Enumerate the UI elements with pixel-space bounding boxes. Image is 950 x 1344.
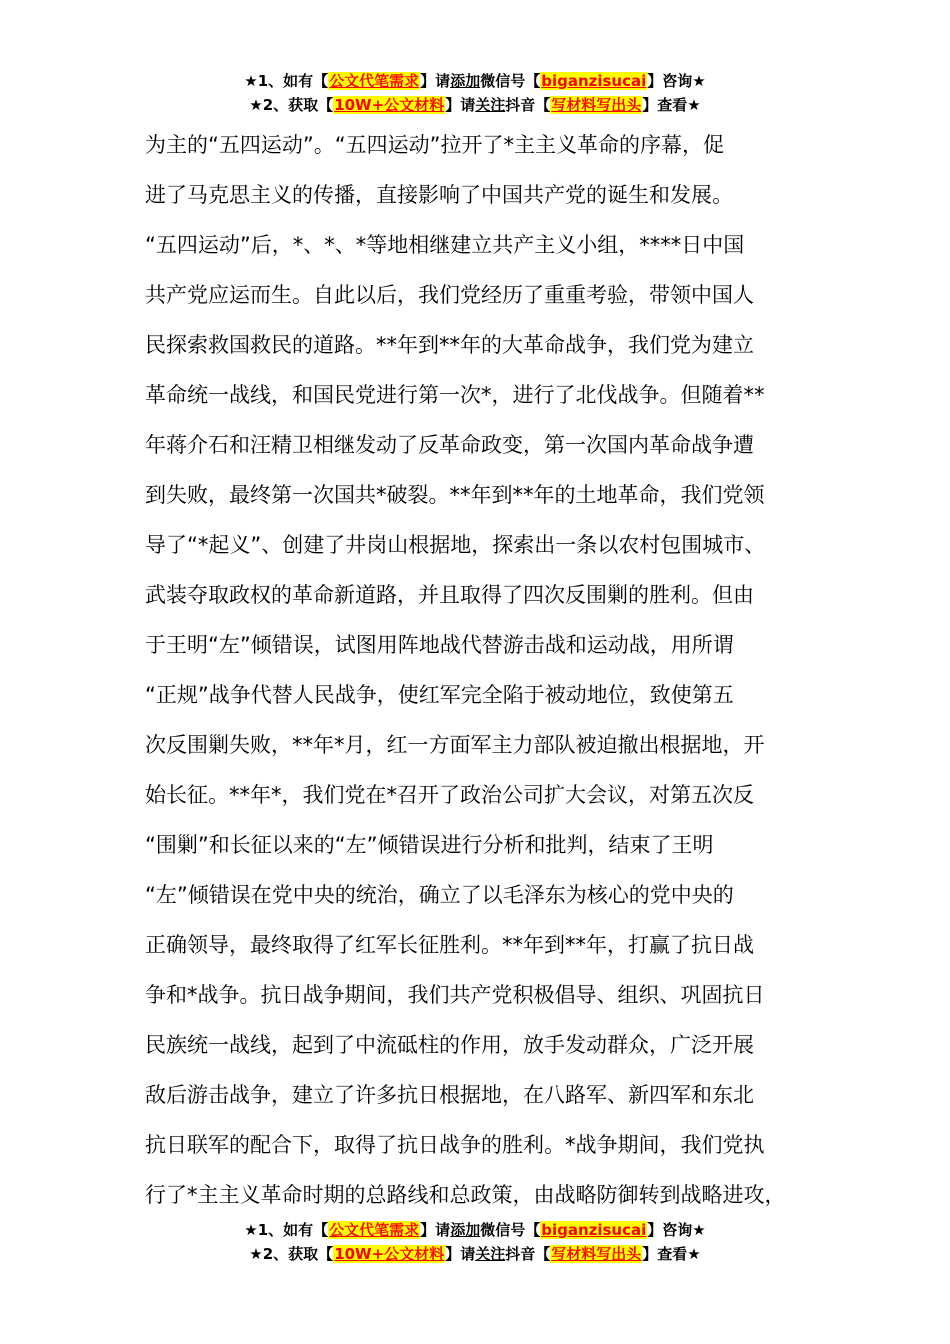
notice-line-1 [0,69,950,93]
notice-text: 微信号【 [480,72,541,90]
body-line: 争和*战争。抗日战争期间，我们共产党积极倡导、组织、巩固抗日 [145,983,765,1007]
notice-text: ★1、如有【 [244,1221,329,1239]
notice-text: 抖音【 [505,1245,551,1263]
notice-text: 】请 [420,72,451,90]
body-line: 导了“*起义”、创建了井岗山根据地，探索出一条以农村包围城市、 [145,533,766,557]
body-line: 武装夺取政权的革命新道路，并且取得了四次反围剿的胜利。但由 [145,583,754,607]
body-line: 民探索救国救民的道路。**年到**年的大革命战争，我们党为建立 [145,333,754,357]
notice-text: 关注 [475,96,506,114]
body-line: 为主的“五四运动”。“五四运动”拉开了*主主义革命的序幕，促 [145,133,725,157]
notice-text: 抖音【 [505,96,551,114]
notice-text: ★2、获取【 [249,96,334,114]
notice-line-2 [0,1242,950,1266]
notice-text: ★1、如有【 [244,72,329,90]
notice-text: ★2、获取【 [249,1245,334,1263]
highlight-materials: 10W+公文材料 [334,96,445,114]
notice-text: 】请 [445,1245,476,1263]
body-line: 民族统一战线，起到了中流砥柱的作用，放手发动群众，广泛开展 [145,1033,754,1057]
notice-text: 添加 [450,72,481,90]
body-line: “正规”战争代替人民战争，使红军完全陷于被动地位，致使第五 [145,683,734,707]
notice-line-2 [0,93,950,117]
notice-text: 】咨询★ [647,1221,706,1239]
body-line: 正确领导，最终取得了红军长征胜利。**年到**年，打赢了抗日战 [145,933,754,957]
body-line: 共产党应运而生。自此以后，我们党经历了重重考验，带领中国人 [145,283,754,307]
body-line: 抗日联军的配合下，取得了抗日战争的胜利。*战争期间，我们党执 [145,1133,765,1157]
document-body [145,120,835,1220]
header-notice [0,69,950,117]
highlight-service: 公文代笔需求 [329,72,420,90]
highlight-service: 公文代笔需求 [329,1221,420,1239]
notice-text: 】查看★ [642,96,701,114]
body-line: “围剿”和长征以来的“左”倾错误进行分析和批判，结束了王明 [145,833,714,857]
notice-line-1 [0,1218,950,1242]
body-line: 到失败，最终第一次国共*破裂。**年到**年的土地革命，我们党领 [145,483,765,507]
notice-text: 】咨询★ [647,72,706,90]
notice-text: 】请 [420,1221,451,1239]
body-line: 次反围剿失败，**年*月，红一方面军主力部队被迫撤出根据地，开 [145,733,765,757]
body-line: “五四运动”后，*、*、*等地相继建立共产主义小组，****日中国 [145,233,745,257]
highlight-douyin-id: 写材料写出头 [551,1245,642,1263]
highlight-materials: 10W+公文材料 [334,1245,445,1263]
highlight-wechat-id: biganzisucai [541,1221,647,1239]
body-line: 敌后游击战争，建立了许多抗日根据地，在八路军、新四军和东北 [145,1083,754,1107]
body-line: 始长征。**年*，我们党在*召开了政治公司扩大会议，对第五次反 [145,783,754,807]
notice-text: 关注 [475,1245,506,1263]
footer-notice [0,1218,950,1266]
body-line: 于王明“左”倾错误，试图用阵地战代替游击战和运动战，用所谓 [145,633,734,657]
highlight-wechat-id: biganzisucai [541,72,647,90]
notice-text: 微信号【 [480,1221,541,1239]
notice-text: 】查看★ [642,1245,701,1263]
notice-text: 】请 [445,96,476,114]
body-line: 革命统一战线，和国民党进行第一次*，进行了北伐战争。但随着** [145,383,765,407]
body-line: 行了*主主义革命时期的总路线和总政策，由战略防御转到战略进攻， [145,1183,786,1207]
highlight-douyin-id: 写材料写出头 [551,96,642,114]
body-line: 年蒋介石和汪精卫相继发动了反革命政变，第一次国内革命战争遭 [145,433,754,457]
body-line: “左”倾错误在党中央的统治，确立了以毛泽东为核心的党中央的 [145,883,734,907]
body-line: 进了马克思主义的传播，直接影响了中国共产党的诞生和发展。 [145,183,733,207]
notice-text: 添加 [450,1221,481,1239]
